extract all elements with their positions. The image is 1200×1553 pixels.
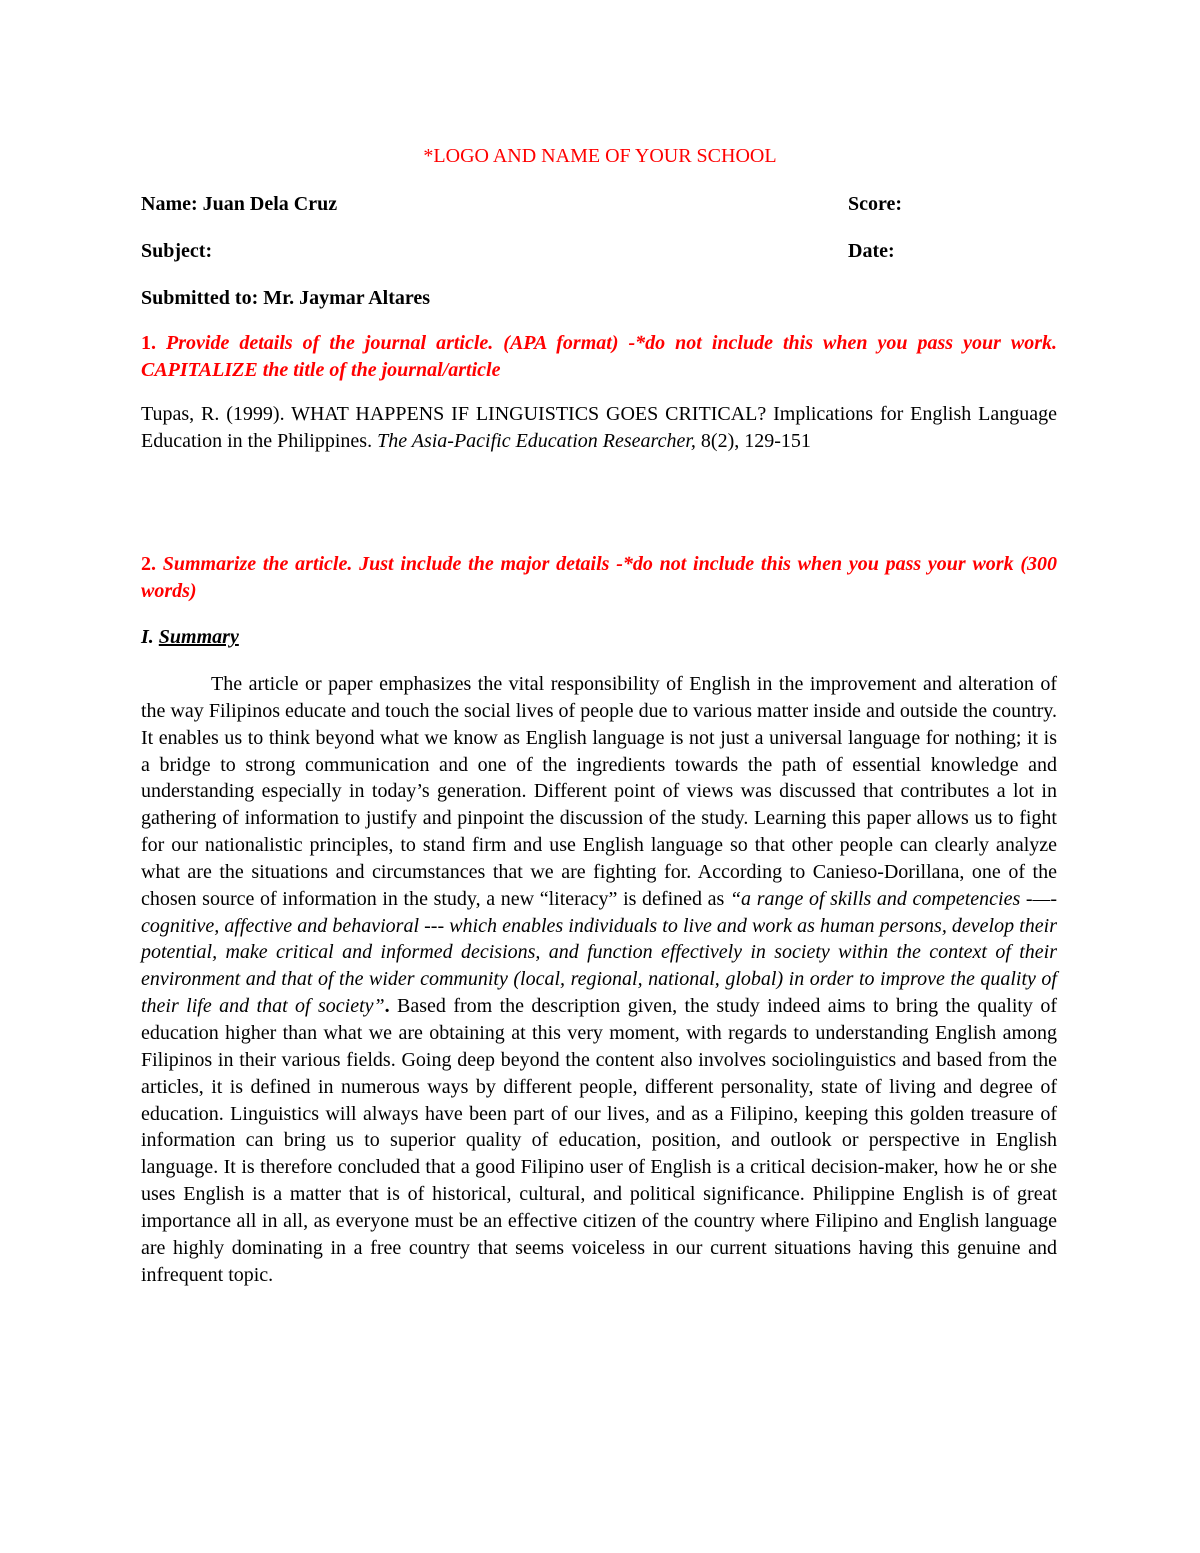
instruction-1-text: Provide details of the journal article. (APA format) -*do not include this when you pass your work. CAPITALIZE the title of the journal/article	[141, 332, 1057, 381]
instruction-1-number: 1.	[141, 332, 156, 354]
quote-period: .	[384, 995, 390, 1018]
instruction-1	[141, 330, 1057, 384]
school-placeholder: *LOGO AND NAME OF YOUR SCHOOL	[423, 145, 777, 167]
student-name: Name: Juan Dela Cruz	[141, 193, 338, 215]
submitted-to: Submitted to: Mr. Jaymar Altares	[141, 287, 431, 309]
summary-heading-numeral: I.	[141, 626, 159, 648]
date-label: Date:	[848, 240, 895, 262]
summary-part-2: Based from the description given, the study indeed aims to bring the quality of education higher than what we are obtaining at this very moment, with regards to understanding English among Filipinos in their various fields. Going deep beyond the content also involves sociolinguistics and based from the articles, it is defined in numerous ways by different people, different personality, state of living and degree of education. Linguistics will always have been part of our lives, and as a Filipino, keeping this golden treasure of information can bring us to superior quality of education, position, and outlook or perspective in English language. It is therefore concluded that a good Filipino user of English is a critical decision-maker, how he or she uses English is a matter that is of historical, cultural, and political significance. Philippine English is of great importance all in all, as everyone must be an effective citizen of the country where Filipino and English language are highly dominating in a free country that seems voiceless in our current situations having this genuine and infrequent topic.	[141, 995, 1057, 1286]
summary-heading-text: Summary	[158, 626, 239, 648]
citation-main: Tupas, R. (1999). WHAT HAPPENS IF LINGUISTICS GOES CRITICAL? Implications for English Language Education in the Philippines.	[141, 403, 1057, 452]
summary-paragraph	[141, 671, 1057, 1288]
instruction-2-number: 2.	[141, 553, 156, 575]
score-label: Score:	[848, 193, 903, 215]
summary-part-1: The article or paper emphasizes the vital responsibility of English in the improvement and alteration of the way Filipinos educate and touch the social lives of people due to various matter inside and outside the country. It enables us to think beyond what we know as English language is not just a universal language for nothing; it is a bridge to strong communication and one of the ingredients towards the path of essential knowledge and understanding especially in today’s generation. Different point of views was discussed that contributes a lot in gathering of information to justify and pinpoint the discussion of the study. Learning this paper allows us to fight for our nationalistic principles, to stand firm and use English language so that other people can clearly analyze what are the situations and circumstances that we are fighting for. According to Canieso-Dorillana, one of the chosen source of information in the study, a new “literacy” is defined as	[141, 673, 1057, 910]
subject-label: Subject:	[141, 240, 213, 262]
citation-volume: 8(2), 129-151	[695, 430, 811, 452]
summary-heading	[141, 624, 239, 650]
instruction-2	[141, 551, 1057, 605]
apa-citation	[141, 401, 1057, 455]
literacy-quote: “a range of skills and competencies -—- cognitive, affective and behavioral --- which enables individuals to live and work as human persons, develop their potential, make critical and informed decisions, and function effectively in society within the context of their environment and that of the wider community (local, regional, national, global) in order to improve the quality of their life and that of society”	[141, 887, 1058, 1018]
instruction-2-text: Summarize the article. Just include the major details -*do not include this when you pass your work (300 words)	[141, 553, 1057, 602]
citation-journal: The Asia-Pacific Education Researcher,	[377, 430, 696, 452]
